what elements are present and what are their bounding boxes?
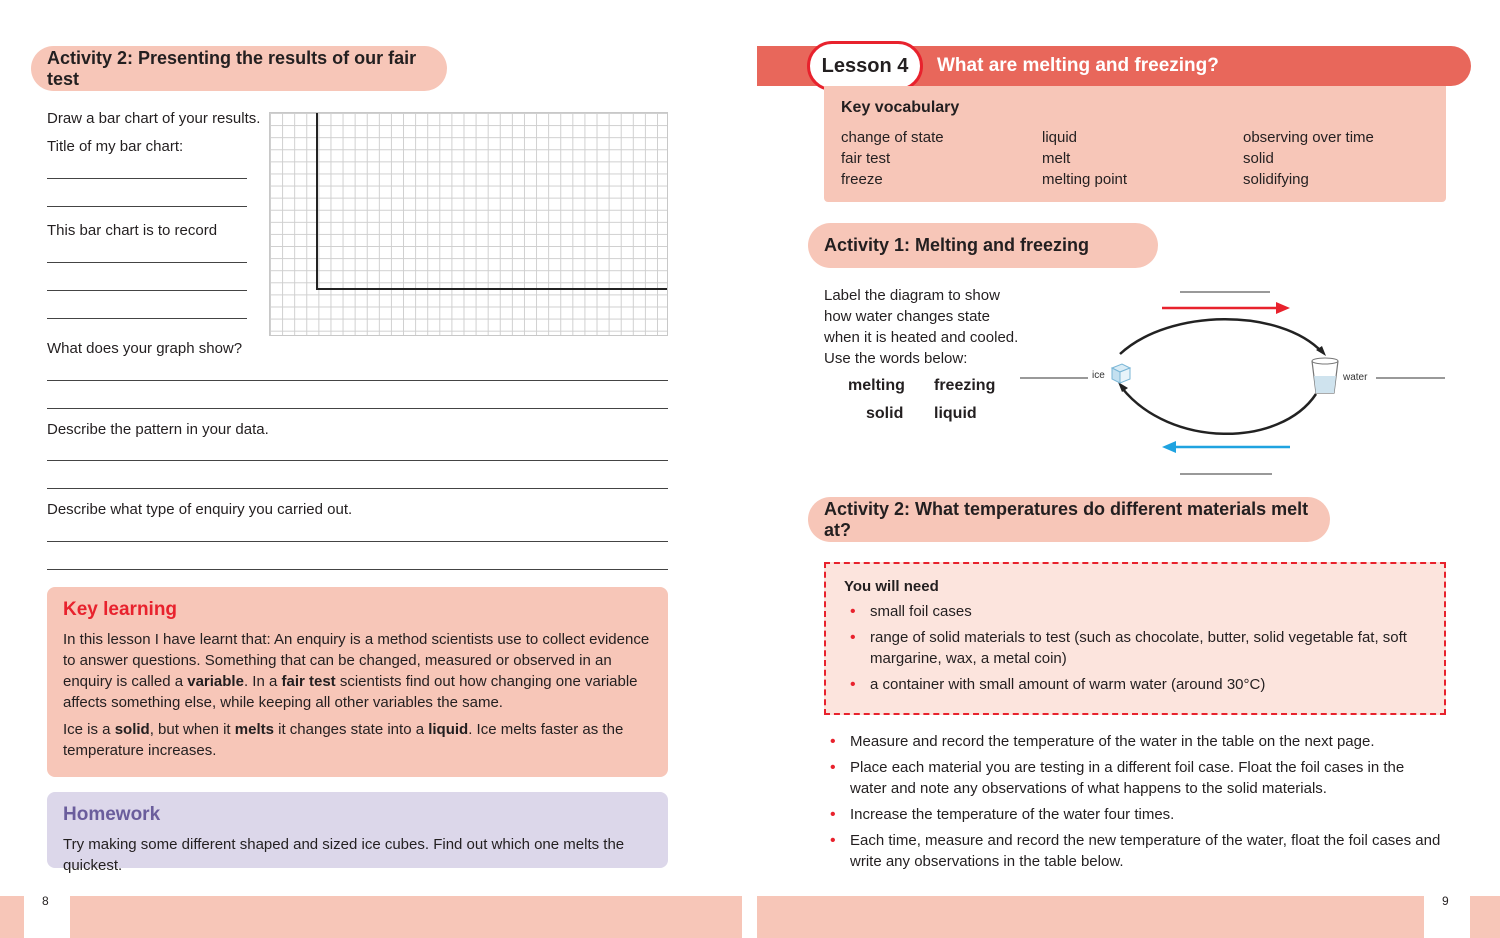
activity2-right-title: Activity 2: What temperatures do different materials melt at? [824, 498, 1309, 540]
graph-question: What does your graph show? [47, 340, 243, 357]
you-will-need-heading: You will need [844, 578, 939, 595]
right-page-number: 9 [1442, 894, 1449, 908]
top-arc [1120, 319, 1322, 354]
ice-label: ice [1092, 370, 1105, 381]
right-footer-bar [757, 896, 1500, 938]
step-item: • Measure and record the temperature of the water in the table on the next page. [830, 733, 1375, 750]
need-item: • range of solid materials to test (such as chocolate, butter, solid vegetable fat, soft margarine, wax, a metal coin) [850, 629, 1407, 667]
pattern-line-2[interactable] [47, 488, 668, 489]
key-learning-box [47, 587, 668, 777]
activity2-title: Activity 2: Presenting the results of our fair test [47, 47, 417, 89]
step-item: • Place each material you are testing in a different foil case. Float the foil cases in the water and note any observations of what happens to the solid materials. [830, 759, 1405, 797]
vocab-column-1 [841, 127, 944, 190]
need-item: • small foil cases [850, 603, 972, 620]
you-will-need-box [824, 562, 1446, 715]
left-footer-bar [0, 896, 742, 938]
draw-instruction: Draw a bar chart of your results. [47, 110, 261, 127]
activity1-instructions: Label the diagram to show how water changes state when it is heated and cooled. Use the words below: [824, 287, 1019, 367]
vocab-word: liquid [1042, 129, 1078, 146]
method-steps [824, 731, 1444, 877]
need-item: • a container with small amount of warm water (around 30°C) [850, 676, 1266, 693]
vocab-heading: Key vocabulary [841, 99, 960, 116]
word-solid: solid [866, 405, 904, 422]
record-line-3[interactable] [47, 318, 247, 319]
left-page-number: 8 [42, 894, 49, 908]
step-item: • Increase the temperature of the water four times. [830, 806, 1175, 823]
lesson-title: What are melting and freezing? [937, 55, 1219, 76]
title-line-2[interactable] [47, 206, 247, 207]
word-liquid: liquid [934, 405, 977, 422]
record-prompt: This bar chart is to record [47, 222, 218, 239]
lesson-label: Lesson 4 [821, 54, 909, 77]
record-line-1[interactable] [47, 262, 247, 263]
title-line-1[interactable] [47, 178, 247, 179]
graph-line-1[interactable] [47, 380, 668, 381]
title-prompt: Title of my bar chart: [47, 138, 184, 155]
vocab-word: melt [1042, 150, 1071, 167]
bottom-arc [1122, 388, 1316, 434]
enquiry-question: Describe what type of enquiry you carried out. [47, 501, 353, 518]
state-change-diagram [1010, 280, 1450, 480]
cooling-arrowhead [1162, 441, 1176, 453]
key-learning-heading: Key learning [63, 599, 178, 620]
y-axis [316, 113, 318, 290]
vocab-word: solidifying [1243, 171, 1309, 188]
activity1-title-pill [808, 223, 1158, 268]
activity1-title: Activity 1: Melting and freezing [824, 235, 1090, 255]
pattern-question: Describe the pattern in your data. [47, 421, 269, 438]
vocab-word: freeze [841, 171, 883, 188]
activity2-right-title-pill [808, 497, 1330, 542]
enquiry-line-1[interactable] [47, 541, 668, 542]
enquiry-line-2[interactable] [47, 569, 668, 570]
graph-line-2[interactable] [47, 408, 668, 409]
vocab-word: melting point [1042, 171, 1128, 188]
homework-heading: Homework [63, 804, 161, 825]
activity2-title-pill [31, 46, 447, 91]
pattern-line-1[interactable] [47, 460, 668, 461]
homework-text: Try making some different shaped and sized ice cubes. Find out which one melts the quickest. [63, 836, 625, 874]
key-learning-paragraph-2: Ice is a solid, but when it melts it changes state into a liquid. Ice melts faster as the temperature increases. [63, 721, 624, 759]
step-item: • Each time, measure and record the new temperature of the water, float the foil cases and write any observations in the table below. [830, 832, 1441, 870]
ice-cube-icon [1112, 364, 1130, 383]
water-glass-icon [1312, 358, 1338, 393]
bar-chart-grid[interactable] [269, 112, 668, 336]
water-label: water [1343, 372, 1368, 383]
vocab-word: observing over time [1243, 129, 1374, 146]
vocab-word: change of state [841, 129, 944, 146]
homework-box [47, 792, 668, 874]
word-melting: melting [848, 377, 905, 394]
x-axis [316, 288, 667, 290]
lesson-label-pill [807, 41, 923, 91]
record-line-2[interactable] [47, 290, 247, 291]
vocab-word: fair test [841, 150, 891, 167]
vocab-column-2 [1042, 127, 1127, 190]
vocab-column-3 [1243, 127, 1374, 190]
word-freezing: freezing [934, 377, 996, 394]
key-learning-paragraph-1: In this lesson I have learnt that: An enquiry is a method scientists use to collect evidence to answer questions. Something that can be changed, measured or observed in an enquiry is called a variable. In a fair test scientists find out how changing one variable affects something else, while keeping all other variables the same. [63, 631, 650, 711]
vocab-word: solid [1243, 150, 1274, 167]
heating-arrowhead [1276, 302, 1290, 314]
